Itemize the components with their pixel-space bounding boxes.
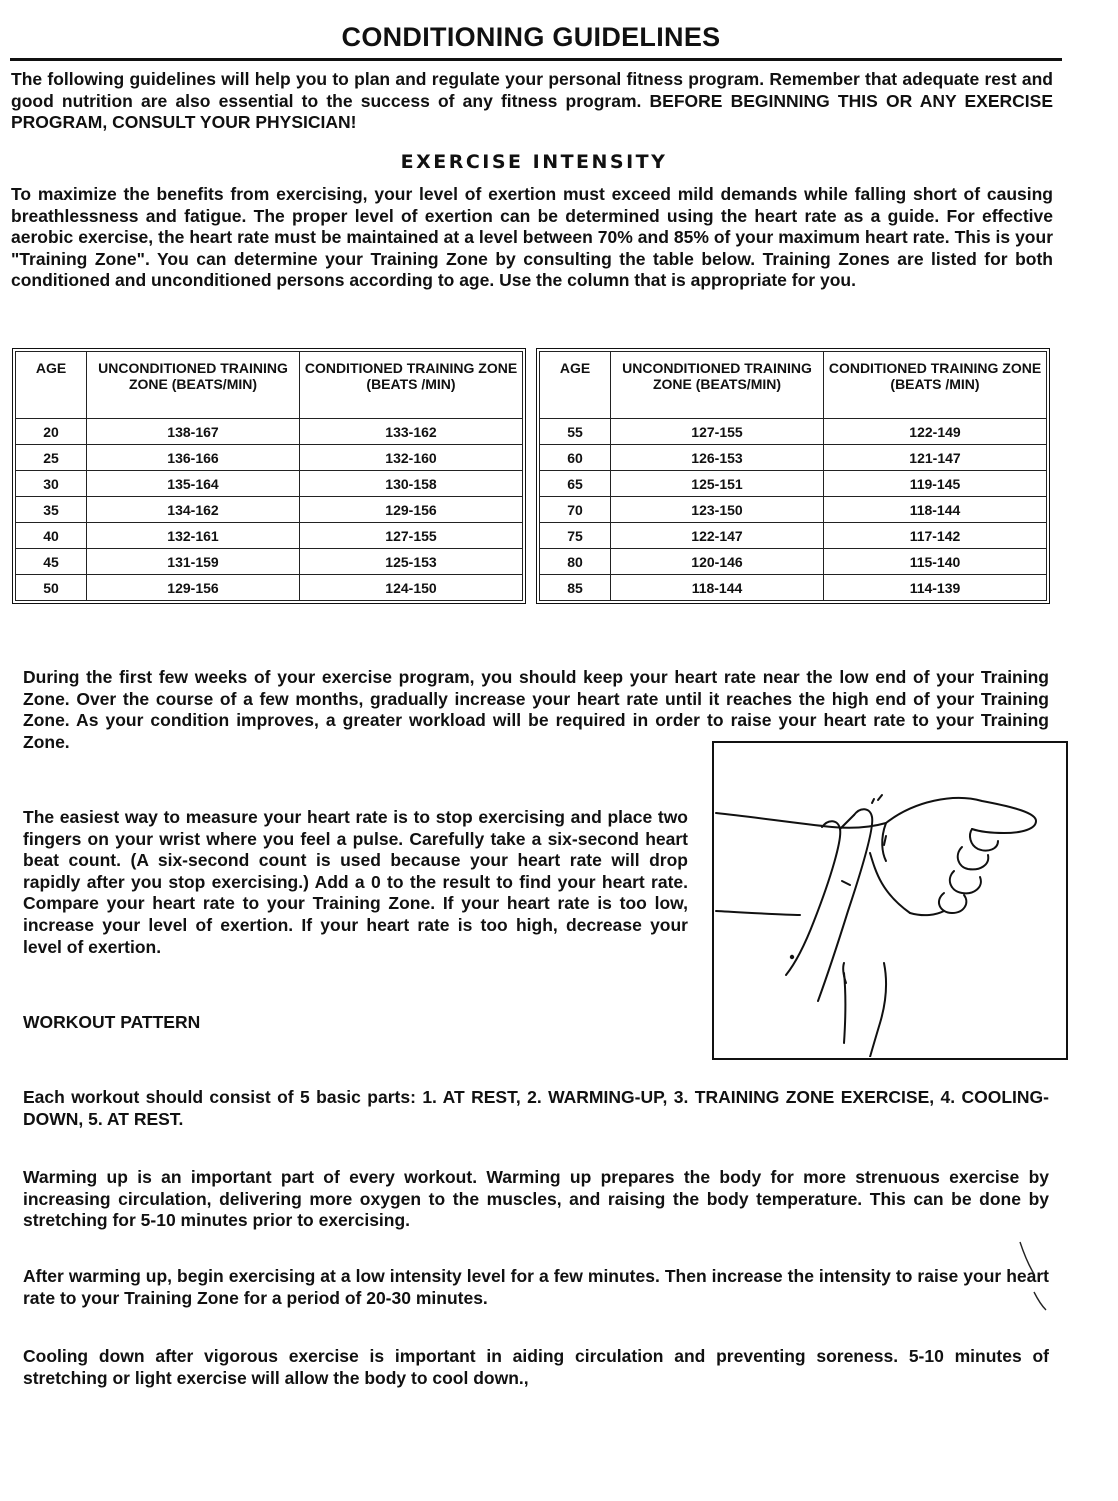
age-cell: 80: [540, 549, 611, 575]
unconditioned-cell: 122-147: [611, 523, 824, 549]
age-cell: 85: [540, 575, 611, 601]
table-row: [16, 445, 523, 471]
training-zone-table-left: [12, 348, 526, 604]
wrist-pulse-check-icon: [712, 741, 1068, 1060]
conditioned-cell: 130-158: [300, 471, 523, 497]
table-row: [540, 523, 1047, 549]
pen-stroke-mark: [1010, 1240, 1050, 1312]
table-row: [16, 471, 523, 497]
conditioned-cell: 119-145: [824, 471, 1047, 497]
unconditioned-cell: 134-162: [87, 497, 300, 523]
conditioned-cell: 133-162: [300, 419, 523, 445]
measure-heart-rate-paragraph: The easiest way to measure your heart rate is to stop exercising and place two fingers on your wrist where you feel a pulse. Carefully take a six-second heart beat count. (A six-second count is used because your heart rate will drop rapidly after you stop exercising.) Add a 0 to the result to find your heart rate. Compare your heart rate to your Training Zone. If your heart rate is too low, increase your level of exertion. If your heart rate is too high, decrease your level of exertion.: [23, 807, 688, 957]
table-row: [16, 575, 523, 601]
age-column-header: AGE: [16, 352, 87, 419]
unconditioned-cell: 123-150: [611, 497, 824, 523]
unconditioned-cell: 136-166: [87, 445, 300, 471]
age-cell: 30: [16, 471, 87, 497]
unconditioned-cell: 120-146: [611, 549, 824, 575]
age-cell: 25: [16, 445, 87, 471]
age-cell: 20: [16, 419, 87, 445]
unconditioned-cell: 126-153: [611, 445, 824, 471]
conditioned-cell: 129-156: [300, 497, 523, 523]
age-cell: 45: [16, 549, 87, 575]
workout-pattern-heading: WORKOUT PATTERN: [23, 1012, 201, 1032]
page-title: CONDITIONING GUIDELINES: [341, 22, 721, 52]
table-row: [16, 523, 523, 549]
unconditioned-cell: 131-159: [87, 549, 300, 575]
exercise-intensity-paragraph: To maximize the benefits from exercising, your level of exertion must exceed mild demands while falling short of causing breathlessness and fatigue. The proper level of exertion can be determined using the heart rate as a guide. For effective aerobic exercise, the heart rate must be maintained at a level between 70% and 85% of your maximum heart rate. This is your "Training Zone". You can determine your Training Zone by consulting the table below. Training Zones are listed for both conditioned and unconditioned persons according to age. Use the column that is appropriate for you.: [11, 184, 1053, 291]
age-cell: 55: [540, 419, 611, 445]
intro-paragraph: The following guidelines will help you to plan and regulate your personal fitness program. Remember that adequate rest and good nutrition are also essential to the success of any fitness program. BEFORE BEGINNING THIS OR ANY EXERCISE PROGRAM, CONSULT YOUR PHYSICIAN!: [11, 69, 1053, 133]
table-row: [540, 575, 1047, 601]
unconditioned-column-header: UNCONDITIONED TRAINING ZONE (BEATS/MIN): [87, 352, 300, 419]
unconditioned-column-header: UNCONDITIONED TRAINING ZONE (BEATS/MIN): [611, 352, 824, 419]
unconditioned-cell: 129-156: [87, 575, 300, 601]
table-row: [16, 549, 523, 575]
exercise-intensity-heading: EXERCISE INTENSITY: [400, 151, 668, 173]
table-row: [540, 549, 1047, 575]
conditioned-cell: 114-139: [824, 575, 1047, 601]
conditioned-cell: 127-155: [300, 523, 523, 549]
conditioned-column-header: CONDITIONED TRAINING ZONE (BEATS /MIN): [300, 352, 523, 419]
table-row: [540, 471, 1047, 497]
table-row: [16, 419, 523, 445]
conditioned-cell: 125-153: [300, 549, 523, 575]
title-underline: [10, 58, 1062, 61]
age-cell: 75: [540, 523, 611, 549]
unconditioned-cell: 135-164: [87, 471, 300, 497]
conditioned-cell: 121-147: [824, 445, 1047, 471]
table-header-row: [16, 352, 523, 419]
training-zone-table-right: [536, 348, 1050, 604]
cooling-down-paragraph: Cooling down after vigorous exercise is important in aiding circulation and preventing soreness. 5-10 minutes of stretching or light exercise will allow the body to cool down.,: [23, 1346, 1049, 1388]
workout-parts-paragraph: Each workout should consist of 5 basic parts: 1. AT REST, 2. WARMING-UP, 3. TRAINING ZONE EXERCISE, 4. COOLING-DOWN, 5. AT REST.: [23, 1087, 1049, 1129]
unconditioned-cell: 127-155: [611, 419, 824, 445]
age-cell: 65: [540, 471, 611, 497]
unconditioned-cell: 125-151: [611, 471, 824, 497]
age-cell: 50: [16, 575, 87, 601]
conditioned-cell: 122-149: [824, 419, 1047, 445]
unconditioned-cell: 138-167: [87, 419, 300, 445]
conditioned-cell: 115-140: [824, 549, 1047, 575]
age-column-header: AGE: [540, 352, 611, 419]
age-cell: 35: [16, 497, 87, 523]
conditioned-cell: 118-144: [824, 497, 1047, 523]
table-row: [540, 497, 1047, 523]
unconditioned-cell: 132-161: [87, 523, 300, 549]
table-row: [540, 445, 1047, 471]
table-row: [540, 419, 1047, 445]
after-warming-up-paragraph: After warming up, begin exercising at a low intensity level for a few minutes. Then increase the intensity to raise your heart rate to your Training Zone for a period of 20-30 minutes.: [23, 1266, 1049, 1308]
unconditioned-cell: 118-144: [611, 575, 824, 601]
table-row: [16, 497, 523, 523]
first-weeks-paragraph: During the first few weeks of your exercise program, you should keep your heart rate near the low end of your Training Zone. Over the course of a few months, gradually increase your heart rate until it reaches the high end of your Training Zone. As your condition improves, a greater workload will be required in order to raise your heart rate to your Training Zone.: [23, 667, 1049, 752]
conditioned-cell: 132-160: [300, 445, 523, 471]
age-cell: 70: [540, 497, 611, 523]
age-cell: 40: [16, 523, 87, 549]
age-cell: 60: [540, 445, 611, 471]
warming-up-paragraph: Warming up is an important part of every workout. Warming up prepares the body for more strenuous exercise by increasing circulation, delivering more oxygen to the muscles, and raising the body temperature. This can be done by stretching for 5-10 minutes prior to exercising.: [23, 1167, 1049, 1231]
conditioned-cell: 124-150: [300, 575, 523, 601]
conditioned-cell: 117-142: [824, 523, 1047, 549]
conditioned-column-header: CONDITIONED TRAINING ZONE (BEATS /MIN): [824, 352, 1047, 419]
table-header-row: [540, 352, 1047, 419]
